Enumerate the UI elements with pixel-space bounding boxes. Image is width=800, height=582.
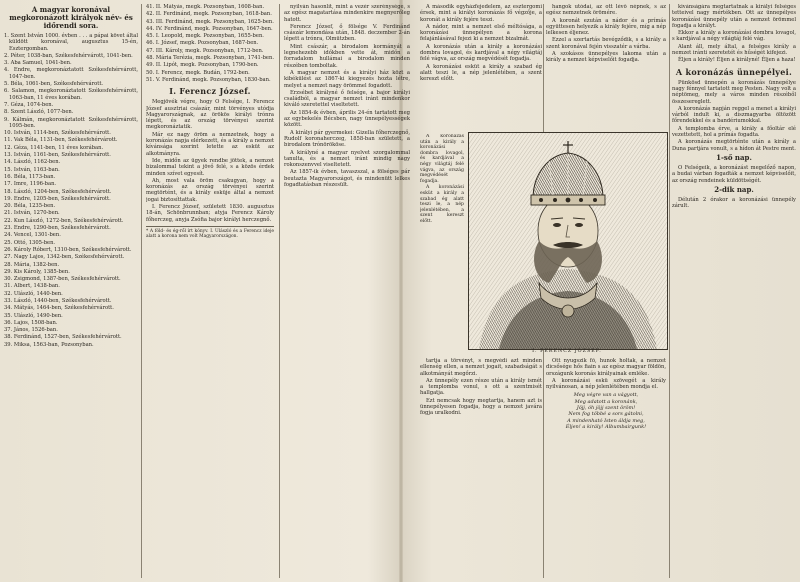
list-item: 14. László, 1162-ben. (4, 159, 61, 166)
list-item: 34. Mátyás, 1464-ben, Székesfehérvárott. (4, 305, 114, 312)
paragraph: Délután 2 órakor a koronázási ünnepély zárult. (672, 196, 796, 210)
list-item: 2. Péter, 1038-ban, Székesfehérvárott, 1041-ben. (4, 52, 133, 59)
paragraph: Ezzel a szertartás bevégződik, s a király a szent koronával fején visszatér a várba. (546, 37, 666, 50)
list-item: 48. Mária Terézia, megk. Pozsonyban, 1741-ben. (146, 55, 274, 62)
list-item: 12. Géza, 1141-ben, 11 éves korában. (4, 144, 104, 151)
verse-line: Meg végre van a vágyott, (573, 392, 639, 399)
column-rule (669, 4, 670, 578)
list-item: 47. III. Károly, megk. Pozsonyban, 1712-ben. (146, 47, 264, 54)
list-item: 37. János, 1526-ban. (4, 327, 58, 334)
list-item: 24. Vencel, 1301-ben. (4, 232, 61, 239)
verse-line: Meg adatott a koronánk, (574, 398, 638, 405)
list-item: 30. Zsigmond, 1387-ben, Székesfehérvárott. (4, 276, 121, 283)
verse-line: Nem fog többé a sors gátolni, (568, 411, 644, 418)
list-item: 18. László, 1204-ben, Székesfehérvárott. (4, 188, 112, 195)
column-5-top (546, 4, 666, 128)
list-item: 20. Béla, 1235-ben. (4, 203, 56, 210)
paragraph: Már ez nagy öröm a nemzetnek, hogy a koronázás napja elérkezett, és a király a nemzet kívánsága szerint letette az esküt az alkotmányra. (146, 131, 274, 157)
paragraph: Az ünnepély ezen része után a király ismét a templomba vonul, s ott a szentmisét hallgatja. (420, 377, 542, 397)
section-heading: I. Ferencz József. (169, 86, 251, 97)
paragraph: Éljen a király! Éljen a királyné! Éljen a haza! (678, 57, 796, 64)
list-item: 5. Béla, 1061-ben, Székesfehérvárott. (4, 81, 104, 88)
list-item: 49. II. Lipót, megk. Pozsonyban, 1790-ben. (146, 62, 259, 69)
list-item: 9. Kálmán, megkoronáztatott Székesfehérvárott, 1095-ben. (4, 116, 138, 129)
column-4-side (420, 134, 464, 348)
list-item: 7. Géza, 1074-ben. (4, 101, 54, 108)
list-item: 42. II. Ferdinánd, megk. Pozsonyban, 1618-ban. (146, 11, 272, 18)
column-6 (672, 4, 796, 578)
paragraph: A nádor, mint a nemzet első méltósága, a koronázási ünnepélyen a korona felajánlásával fejezi ki a nemzet bizalmát. (420, 23, 542, 43)
verse-line: Jöjj, óh jöjj szent öröm! (576, 405, 636, 412)
paragraph: A koronázás megtörténte után a király a Duna partjára vonult, s a hídon át Pestre ment. (672, 139, 796, 152)
paragraph: A koronázási eskü szövegét a király nyilvánosan, a nép jelenlétében mondja el. (546, 377, 666, 391)
list-item: 26. Károly Róbert, 1310-ben, Székesfehérvárott. (4, 246, 132, 253)
list-item: 19. Endre, 1205-ben, Székesfehérvárott. (4, 195, 111, 202)
paragraph: A koronázási esküt a király a szabad ég alatt teszi le, a nép jelenlétében, a szent kereszt előtt. (420, 185, 464, 224)
paragraph: I. Ferencz József, született 1830. augusztus 18-án, Schönbrunnban; atyja Ferencz Károly főherczeg, anyja Zsófia bajor királyi herczegnő. (146, 204, 274, 223)
list-item: 45. I. Leopold, megk. Pozsonyban, 1655-ben. (146, 33, 264, 40)
paragraph: nyilván hasonlít, mint a vezér szerénysége, s az egész magatartása mindenkire megnyerőleg hatott. (284, 4, 410, 23)
list-item: 33. László, 1440-ben, Székesfehérvárott. (4, 297, 112, 304)
paragraph: A koronázás napján reggel a menet a királyi várból indult ki, a díszmagyarba öltözött főrendekkel és a bandériumokkal. (672, 105, 796, 125)
list-item: 1. Szent István 1000. évben . . . a pápai követ által küldött koronával, augusztus 15-én, Esztergomban. (4, 33, 138, 52)
paragraph: A templomba érve, a király a főoltár elé vezettetett, hol a prímás fogadta. (672, 125, 796, 139)
column-4-bottom (420, 358, 542, 574)
list-item: 46. I. József, megk. Pozsonyban, 1687-ben. (146, 40, 259, 47)
paragraph: A koronát ezután a nádor és a prímás együttesen helyezik a király fejére, míg a nép lelkesen éljenez. (546, 17, 666, 37)
verse-line: A mindenható Isten áldja meg, (567, 417, 645, 424)
list-item: 38. Ferdinánd, 1527-ben, Székesfehérvárott. (4, 334, 122, 341)
kings-list (4, 33, 138, 348)
day-heading: 2-dik nap. (714, 184, 754, 194)
list-item: 32. Ulászló, 1440-ben. (4, 290, 63, 297)
paragraph: A királyné a magyar nyelvet szorgalommal tanulta, és a nemzet iránt mindig nagy rokonszenvvel viseltetett. (284, 149, 410, 169)
list-item: 16. Béla, 1173-ban. (4, 173, 56, 180)
list-item: 36. Lajos, 1508-ban. (4, 319, 58, 326)
list-item: 21. István, 1270-ben. (4, 210, 60, 217)
list-item: 6. Salamon, megkoronáztatott Székesfehérvárott, 1063-ban, 11 éves korában. (4, 88, 138, 101)
list-item: 10. István, 1114-ben, Székesfehérvárott. (4, 130, 111, 137)
list-item: 17. Imre, 1196-ban. (4, 181, 57, 188)
list-item: 41. II. Mátyás, megk. Pozsonyban, 1608-ban. (146, 4, 265, 10)
list-item: 8. Szent László, 1077-ben. (4, 109, 74, 116)
paragraph: hangok utódai, az ott lévő népnek, s az egész nemzetnek örömére. (546, 4, 666, 17)
paragraph: Ferencz József, ő fölsége V. Ferdinánd császár lemondása után, 1848. deczember 2-án lépett a trónra, Olmützben. (284, 23, 410, 43)
paragraph: A királyi pár gyermekei: Gizella főherczegnő, Rudolf koronaherczeg, 1858-ban született, a birodalom trónörököse. (284, 129, 410, 149)
paragraph: A második egyházfejedelem, az esztergomi érsek, mint a királyi koronázás fő végzője, a koronát a király fejére teszi. (420, 4, 542, 23)
list-item: 28. Mária, 1382-ben. (4, 261, 60, 268)
list-item: 11. Vak Béla, 1131-ben, Székesfehérvárott. (4, 137, 118, 144)
day-heading: 1-ső nap. (716, 152, 752, 162)
list-item: 31. Albert, 1438-ban. (4, 283, 60, 290)
column-3 (284, 4, 410, 578)
paragraph: Ide, midőn az ügyek rendbe jöttek, a nemzet bizalommal tekint a jövő felé, s a közös érdek minden szívet egyesít. (146, 157, 274, 177)
footnote: * A föld- és ég-ről írt könyv. I. Ulászló és a Ferencz ideje alatt a korona nem volt Magyarországon. (146, 226, 274, 240)
portrait-engraving (468, 132, 668, 350)
paragraph: Megjövék végre, hogy O Felsége, I. Ferencz József ausztriai császár, mint törvényes utódja Magyarországnak, az örökös királyi trónra lépett, és az ország törvényei szerint megkoronáztatik. (146, 99, 274, 131)
verse (546, 392, 666, 430)
column-5-bottom (546, 358, 666, 574)
paragraph: Erzsébet királyné ő felsége, a bajor királyi családból, a magyar nemzet iránt mindenkor kiváló szeretettel viseltetett. (284, 89, 410, 109)
paragraph: Az 1857-ik évben, tavaszszal, a fölséges pár beutazta Magyarországot, és mindenütt lelkes fogadtatásban részesült. (284, 169, 410, 189)
paragraph: Ezt nemcsak hogy megtartja, hanem azt is ünnepélyesen fogadja, hogy a nemzet javára fogja uralkodni. (420, 397, 542, 417)
paragraph: A koronázás után a király a koronázási dombra lovagol, és kardjával a négy világtáj felé vágva, az ország megvédését fogadja. (420, 43, 542, 63)
list-item: 44. IV. Ferdinánd, megk. Pozsonyban, 1647-ben. (146, 25, 273, 32)
list-item: 50. I. Ferencz, megk. Budán, 1792-ben. (146, 69, 250, 76)
list-item: 15. István, 1163-ban. (4, 166, 60, 173)
paragraph: Ah, most vala öröm csakugyan, hogy a koronázás az ország törvényei szerint megtörtént, és a király esküje által a nemzet jogai biztosíttattak. (146, 177, 274, 203)
paragraph: kivánságára megtartatnak a királyi felséges tetteivel nagy mértékben. Ott az ünnepélyes koronázási ünnepély után a nemzet örömmel fogadja a királyt. (672, 4, 796, 29)
section-heading: A koronázás ünnepélyei. (675, 66, 793, 77)
paragraph: O Felségeik, a koronázást megelőző napon, a budai várban fogadták a nemzet képviselőit, az ország rendeinek küldöttségét. (672, 164, 796, 184)
paragraph: Pünkösd ünnepén a koronázás ünnepélye nagy fénnyel tartatott meg Pesten. Nagy volt a néptömeg, mely a város minden részéből összesereglett. (672, 79, 796, 105)
list-item: 25. Ottó, 1305-ben. (4, 239, 56, 246)
portrait-caption: I. FERENCZ JÓZSEF. (532, 349, 602, 354)
list-item: 43. III. Ferdinánd, megk. Pozsonyban, 1625-ben. (146, 18, 274, 25)
paragraph: A koronázási esküt a király a szabad ég alatt teszi le, a nép jelenlétében, a szent kereszt előtt. (420, 63, 542, 83)
column-rule (141, 4, 142, 578)
column-rule (279, 4, 280, 578)
kings-list-heading: A magyar koronával megkoronázott királyok név- és időrendi sora. (9, 5, 133, 30)
paragraph: A magyar nemzet és a királyi ház közt a kibékülést az 1867-ki kiegyezés hozta létre, melyet a nemzet nagy örömmel fogadott. (284, 69, 410, 89)
paragraph: Az 1854-ik évben, április 24-én tartatott meg az egybekelés Bécsben, nagy ünnepélyességek között. (284, 109, 410, 129)
list-item: 51. V. Ferdinánd, megk. Pozsonyban, 1830-ban. (146, 76, 271, 83)
paragraph: Ekkor a király a koronázási dombra lovagol, s kardjával a négy világtáj felé vág. (672, 30, 796, 43)
king-portrait-image (469, 133, 667, 349)
column-1 (4, 4, 138, 578)
list-item: 13. István, 1161-ben, Székesfehérvárott. (4, 152, 111, 159)
paragraph: tartja a törvényt, s megvédi azt minden ellenség ellen, a nemzet jogait, szabadságát s alkotmányát megőrzi. (420, 358, 542, 377)
list-item: 22. Kun László, 1272-ben, Székesfehérvárott. (4, 217, 124, 224)
kings-list-continued (146, 4, 274, 83)
paragraph: Mint császár, a birodalom kormányát a legnehezebb időkben vette át, midőn a forradalom hullámai a birodalom minden részében tomboltak. (284, 43, 410, 69)
column-2 (146, 4, 274, 578)
list-item: 29. Kis Károly, 1385-ben. (4, 268, 70, 275)
list-item: 35. Ulászló, 1490-ben. (4, 312, 63, 319)
paragraph: Ott nyugszik fő, hunok holtak, a nemzet dicsősége hős fiain s az egész magyar földön, országunk koronás királyainak emléke. (546, 358, 666, 377)
column-4-top (420, 4, 542, 128)
paragraph: A koronázás után a király a koronázási dombra lovagol, és kardjával a négy világtáj felé vágva, az ország megvédését fogadja. (420, 134, 464, 184)
list-item: 4. Endre, megkoronáztatott Székesfehérvárott, 1047-ben. (4, 67, 138, 80)
list-item: 39. Miksa, 1563-ban, Pozsonyban. (4, 341, 94, 348)
paragraph: A szokásos ünnepélyes lakoma után a király a nemzet képviselőit fogadja. (546, 51, 666, 64)
paragraph: Alant áll, mely által, a felséges király a nemzet iránti szeretetét és hűségét kifejezi. (672, 43, 796, 57)
list-item: 27. Nagy Lajos, 1342-ben, Székesfehérvárott. (4, 254, 125, 261)
list-item: 23. Endre, 1290-ben, Székesfehérvárott. (4, 225, 111, 232)
verse-line: Éljen! a király! Albumbairgunk! (565, 423, 647, 430)
list-item: 3. Aba Samuel, 1041-ben. (4, 60, 72, 67)
